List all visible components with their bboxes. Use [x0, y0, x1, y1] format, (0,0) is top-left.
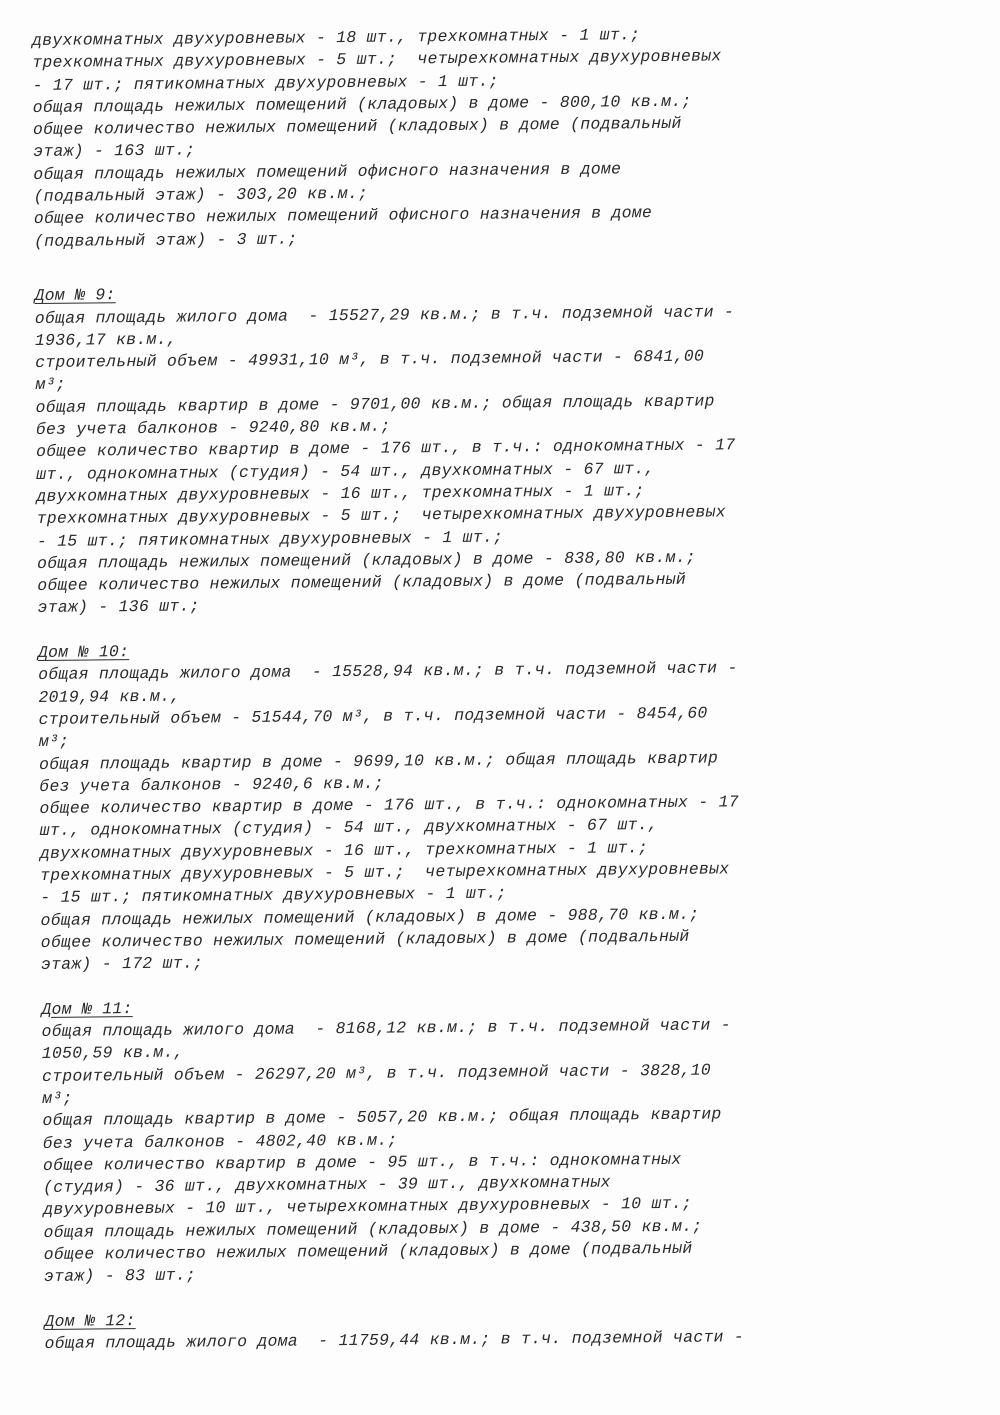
text-line: общее количество квартир в доме - 176 шт., в т.ч.: однокомнатных - 17: [39, 792, 739, 819]
house-9-heading: Дом № 9:: [34, 285, 116, 306]
house-12-section: [44, 1302, 924, 1355]
text-line: общее количество квартир в доме - 95 шт., в т.ч.: однокомнатных: [42, 1149, 682, 1175]
text-line: без учета балконов - 9240,80 кв.м.;: [35, 416, 391, 440]
house-10-heading: Дом № 10:: [37, 642, 130, 662]
text-line: общая площадь нежилых помещений офисного назначения в доме: [33, 159, 622, 184]
text-line: общее количество квартир в доме - 176 шт., в т.ч.: однокомнатных - 17: [35, 435, 736, 462]
text-line: общее количество нежилых помещений (кладовых) в доме (подвальный: [43, 1238, 693, 1264]
text-line: общая площадь жилого дома - 15527,29 кв.м.; в т.ч. подземной части -: [34, 301, 735, 328]
text-line: общее количество нежилых помещений (кладовых) в доме (подвальный: [37, 569, 687, 596]
text-line: общая площадь квартир в доме - 9699,10 кв.м.; общая площадь квартир: [38, 747, 719, 774]
text-line: этаж) - 163 шт.;: [33, 140, 196, 162]
text-line: двухкомнатных двухуровневых - 16 шт., трехкомнатных - 1 шт.;: [36, 481, 645, 506]
text-line: шт., однокомнатных (студия) - 54 шт., двухкомнатных - 67 шт.,: [39, 815, 659, 841]
text-line: 1936,17 кв.м.,: [34, 329, 177, 350]
text-line: общее количество нежилых помещений (кладовых) в доме (подвальный: [40, 926, 690, 952]
text-line: без учета балконов - 9240,6 кв.м.;: [39, 773, 384, 796]
text-line: м³;: [38, 731, 70, 752]
text-line: шт., однокомнатных (студия) - 54 шт., двухкомнатных - 67 шт.,: [36, 458, 655, 484]
text-line: строительный объем - 26297,20 м³, в т.ч. подземной части - 3828,10: [41, 1060, 712, 1086]
text-line: - 15 шт.; пятикомнатных двухуровневых - 1 шт.;: [36, 527, 504, 551]
text-line: - 15 шт.; пятикомнатных двухуровневых - 1 шт.;: [40, 883, 507, 908]
text-line: (подвальный этаж) - 303,20 кв.м.;: [33, 183, 369, 207]
text-line: общая площадь жилого дома - 8168,12 кв.м.; в т.ч. подземной части -: [41, 1015, 731, 1042]
text-line: 2019,94 кв.м.,: [38, 686, 181, 707]
text-line: строительный объем - 51544,70 м³, в т.ч. подземной части - 8454,60: [38, 703, 708, 729]
text-line: без учета балконов - 4802,40 кв.м.;: [42, 1130, 398, 1153]
text-line: двухкомнатных двухуровневых - 16 шт., трехкомнатных - 1 шт.;: [39, 837, 649, 863]
house-12-heading: Дом № 12:: [44, 1310, 136, 1331]
intro-block: [32, 22, 914, 253]
text-line: м³;: [35, 375, 66, 395]
house-10-section: [38, 634, 921, 977]
text-line: общее количество нежилых помещений (кладовых) в доме (подвальный: [32, 113, 682, 140]
text-line: трехкомнатных двухуровневых - 5 шт.; четырехкомнатных двухуровневых: [40, 859, 730, 885]
text-line: общая площадь нежилых помещений (кладовых) в доме - 988,70 кв.м.;: [40, 904, 700, 930]
house-9-section: [34, 277, 917, 620]
text-line: строительный объем - 49931,10 м³, в т.ч. подземной части - 6841,00: [35, 346, 705, 373]
text-line: общая площадь нежилых помещений (кладовых) в доме - 800,10 кв.м.;: [32, 91, 692, 117]
text-line: трехкомнатных двухуровневых - 5 шт.; четырехкомнатных двухуровневых: [32, 46, 722, 73]
text-line: (студия) - 36 шт., двухкомнатных - 39 шт., двухкомнатных: [43, 1172, 611, 1198]
text-line: общее количество нежилых помещений офисного назначения в доме: [33, 203, 653, 229]
text-line: (подвальный этаж) - 3 шт.;: [33, 229, 298, 251]
text-line: общая площадь жилого дома - 11759,44 кв.м.; в т.ч. подземной части -: [44, 1327, 745, 1354]
text-line: общая площадь нежилых помещений (кладовых) в доме - 838,80 кв.м.;: [37, 547, 697, 573]
house-11-heading: Дом № 11:: [41, 998, 133, 1019]
text-line: 1050,59 кв.м.,: [41, 1042, 184, 1064]
text-line: этаж) - 172 шт.;: [40, 953, 204, 975]
text-line: общая площадь нежилых помещений (кладовых) в доме - 438,50 кв.м.;: [43, 1216, 703, 1242]
text-line: этаж) - 83 шт.;: [43, 1265, 197, 1287]
text-line: общая площадь квартир в доме - 5057,20 кв.м.; общая площадь квартир: [42, 1104, 722, 1131]
text-line: этаж) - 136 шт.;: [37, 596, 200, 618]
text-line: - 17 шт.; пятикомнатных двухуровневых - 1 шт.;: [32, 71, 499, 95]
document-body: [32, 22, 925, 1356]
house-11-section: [41, 990, 924, 1288]
text-line: двухуровневых - 10 шт., четырехкомнатных двухуровневых - 10 шт.;: [43, 1194, 693, 1220]
text-line: м³;: [42, 1088, 73, 1108]
text-line: трехкомнатных двухуровневых - 5 шт.; четырехкомнатных двухуровневых: [36, 502, 727, 529]
text-line: общая площадь квартир в доме - 9701,00 кв.м.; общая площадь квартир: [35, 391, 715, 417]
text-line: двухкомнатных двухуровневых - 18 шт., трехкомнатных - 1 шт.;: [32, 25, 641, 50]
text-line: общая площадь жилого дома - 15528,94 кв.м.; в т.ч. подземной части -: [38, 658, 738, 685]
